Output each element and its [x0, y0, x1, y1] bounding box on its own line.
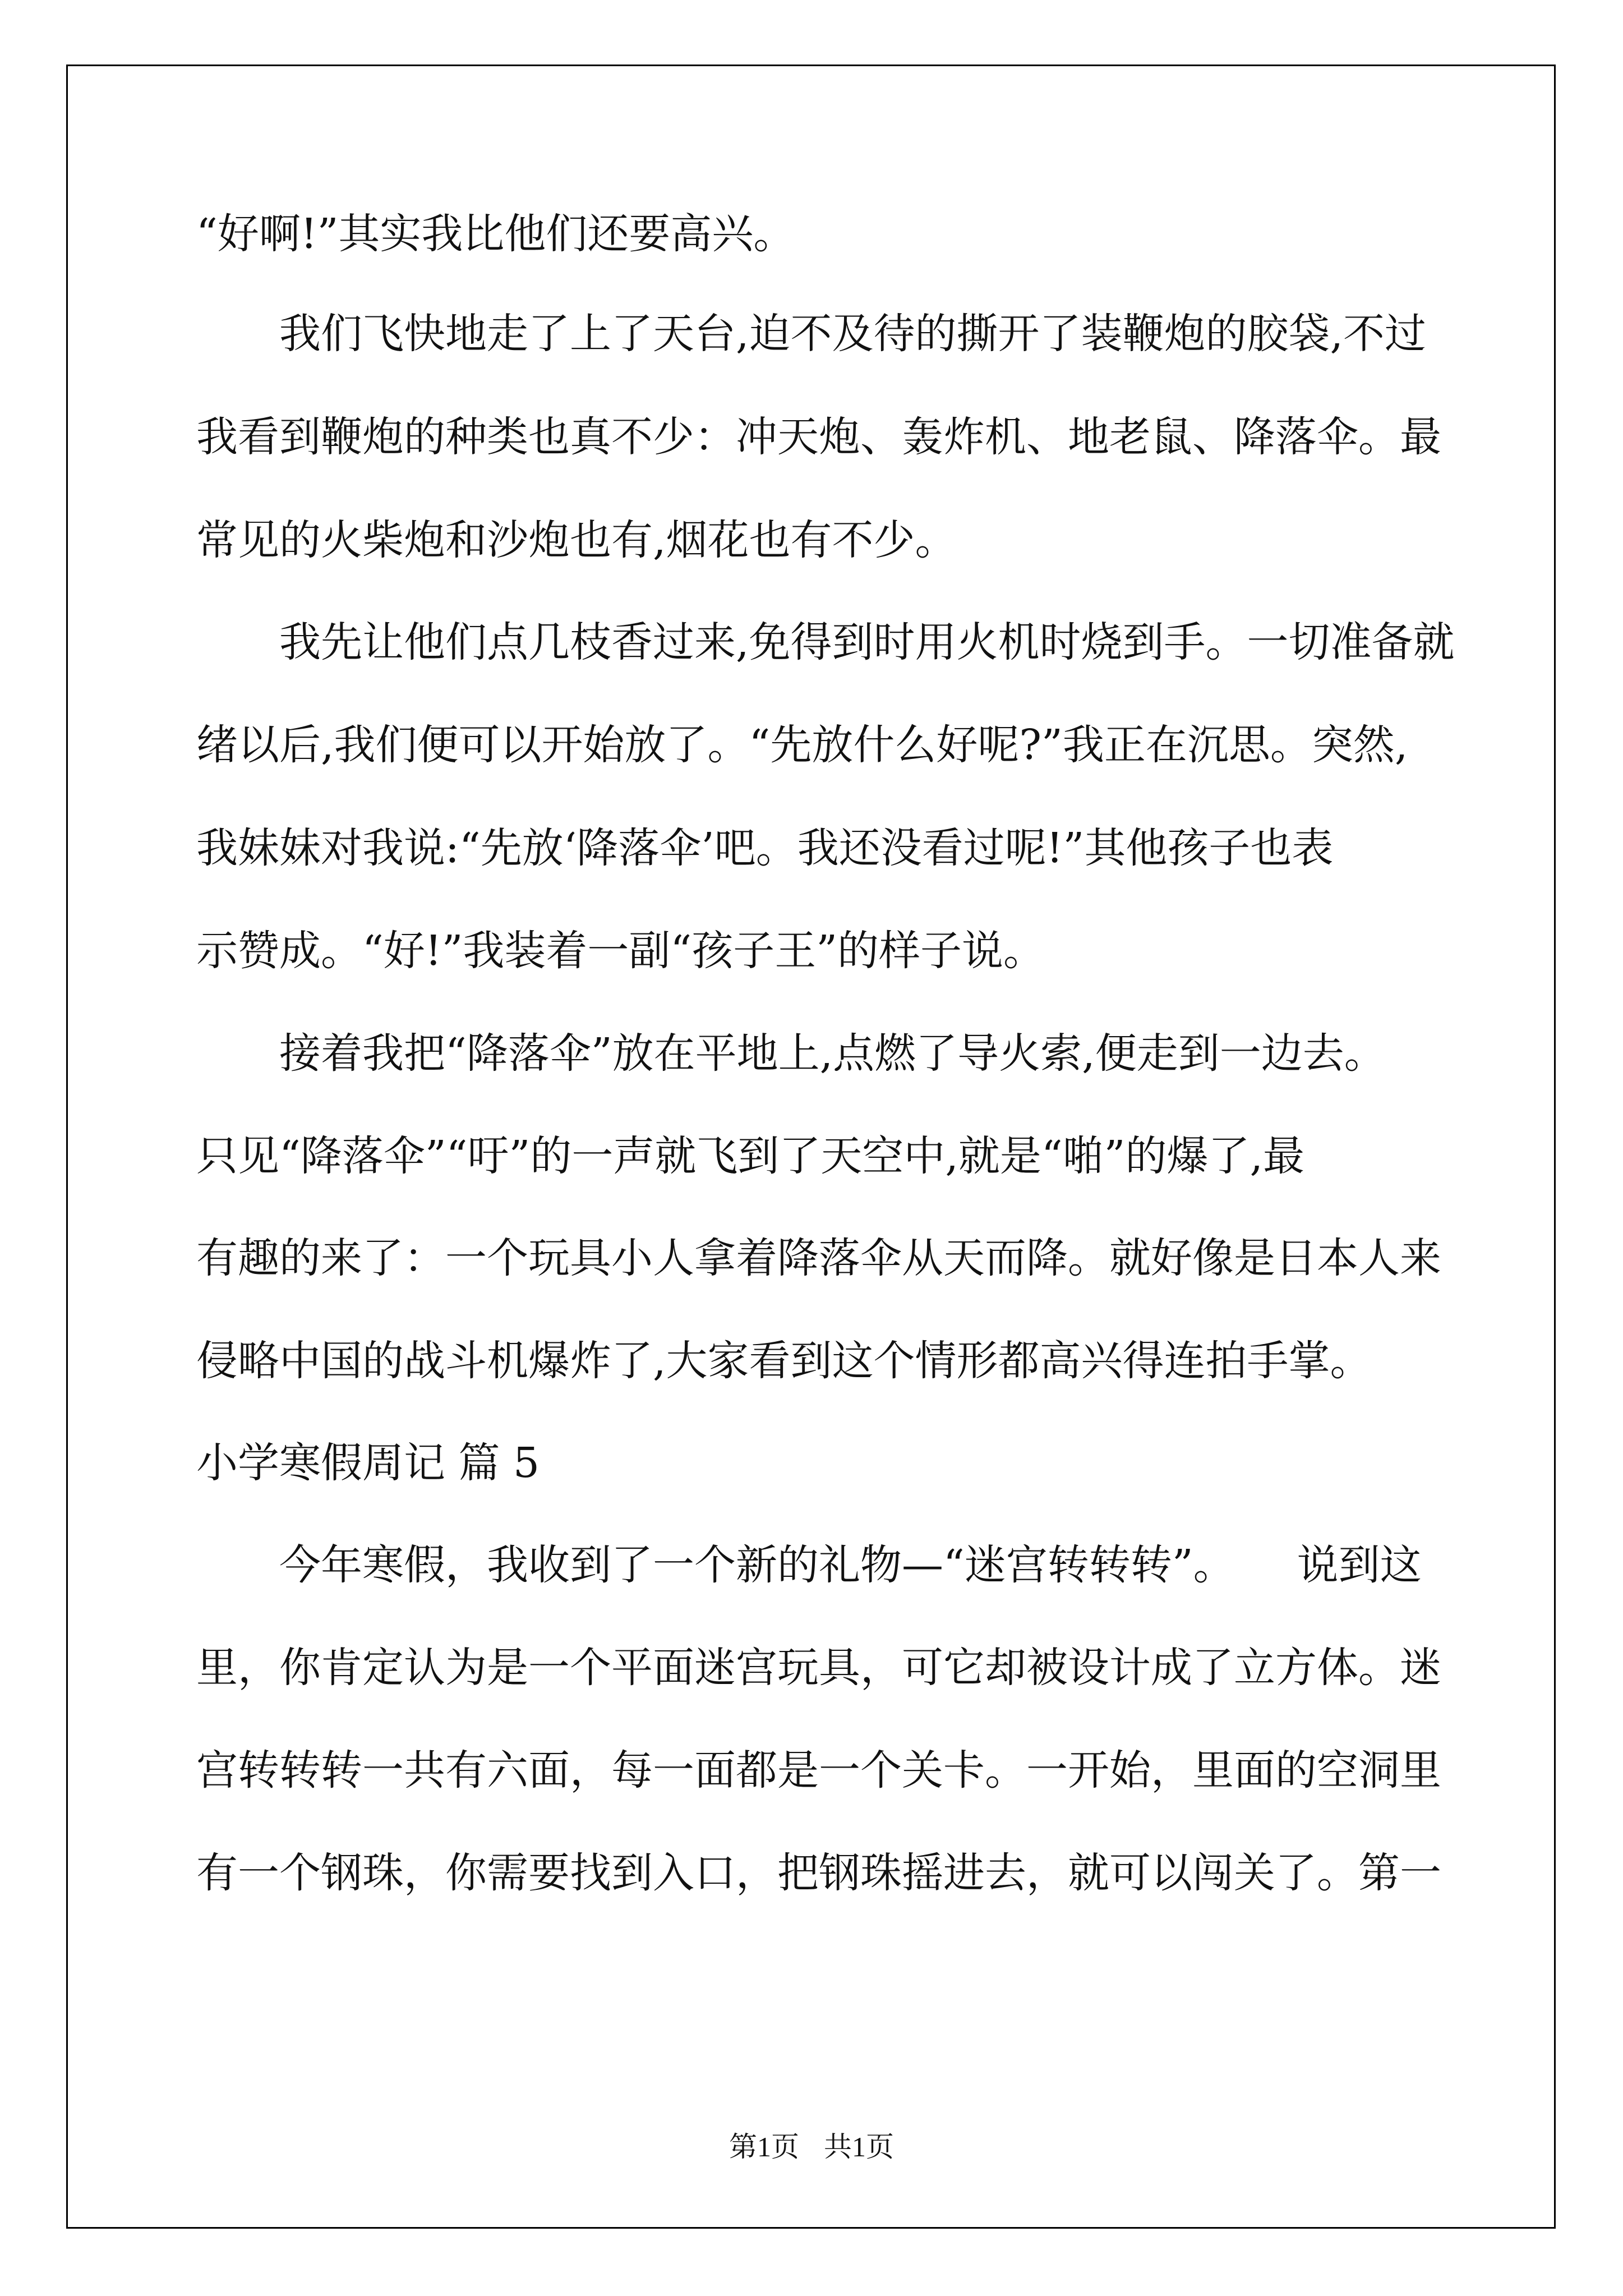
- section-heading: 小学寒假周记 篇 5: [196, 1439, 540, 1487]
- text-line: 绪以后,我们便可以开始放了。“先放什么好呢?”我正在沉思。突然,: [196, 721, 1408, 769]
- paragraph-first-line: 今年寒假，我收到了一个新的礼物—“迷宫转转转”。 说到这: [279, 1541, 1422, 1589]
- text-line: 我看到鞭炮的种类也真不少：冲天炮、轰炸机、地老鼠、降落伞。最: [196, 413, 1441, 461]
- paragraph-first-line: 我先让他们点几枝香过来,免得到时用火机时烧到手。一切准备就: [279, 618, 1455, 666]
- text-line: 常见的火柴炮和沙炮也有,烟花也有不少。: [196, 516, 957, 564]
- text-line: 宫转转转一共有六面，每一面都是一个关卡。一开始，里面的空洞里: [196, 1746, 1441, 1795]
- paragraph-first-line: 我们飞快地走了上了天台,迫不及待的撕开了装鞭炮的胶袋,不过: [279, 310, 1427, 358]
- text-line: 示赞成。“好!”我装着一副“孩子王”的样子说。: [196, 927, 1045, 975]
- text-line: 有一个钢珠，你需要找到入口，把钢珠摇进去，就可以闯关了。第一: [196, 1849, 1441, 1897]
- text-line: 只见“降落伞”“吁”的一声就飞到了天空中,就是“啪”的爆了,最: [196, 1132, 1305, 1180]
- page-total: 共1页: [824, 2131, 894, 2162]
- page-footer: [0, 2124, 1623, 2165]
- text-line: 侵略中国的战斗机爆炸了,大家看到这个情形都高兴得连拍手掌。: [196, 1337, 1372, 1385]
- page-number: 第1页: [729, 2131, 799, 2162]
- text-line: “好啊!”其实我比他们还要高兴。: [196, 210, 795, 258]
- text-line: 我妹妹对我说:“先放‘降落伞’吧。我还没看过呢!”其他孩子也表: [196, 824, 1334, 872]
- text-line: 里，你肯定认为是一个平面迷宫玩具，可它却被设计成了立方体。迷: [196, 1644, 1441, 1692]
- paragraph-first-line: 接着我把“降落伞”放在平地上,点燃了导火索,便走到一边去。: [279, 1029, 1386, 1078]
- text-line: 有趣的来了：一个玩具小人拿着降落伞从天而降。就好像是日本人来: [196, 1234, 1441, 1282]
